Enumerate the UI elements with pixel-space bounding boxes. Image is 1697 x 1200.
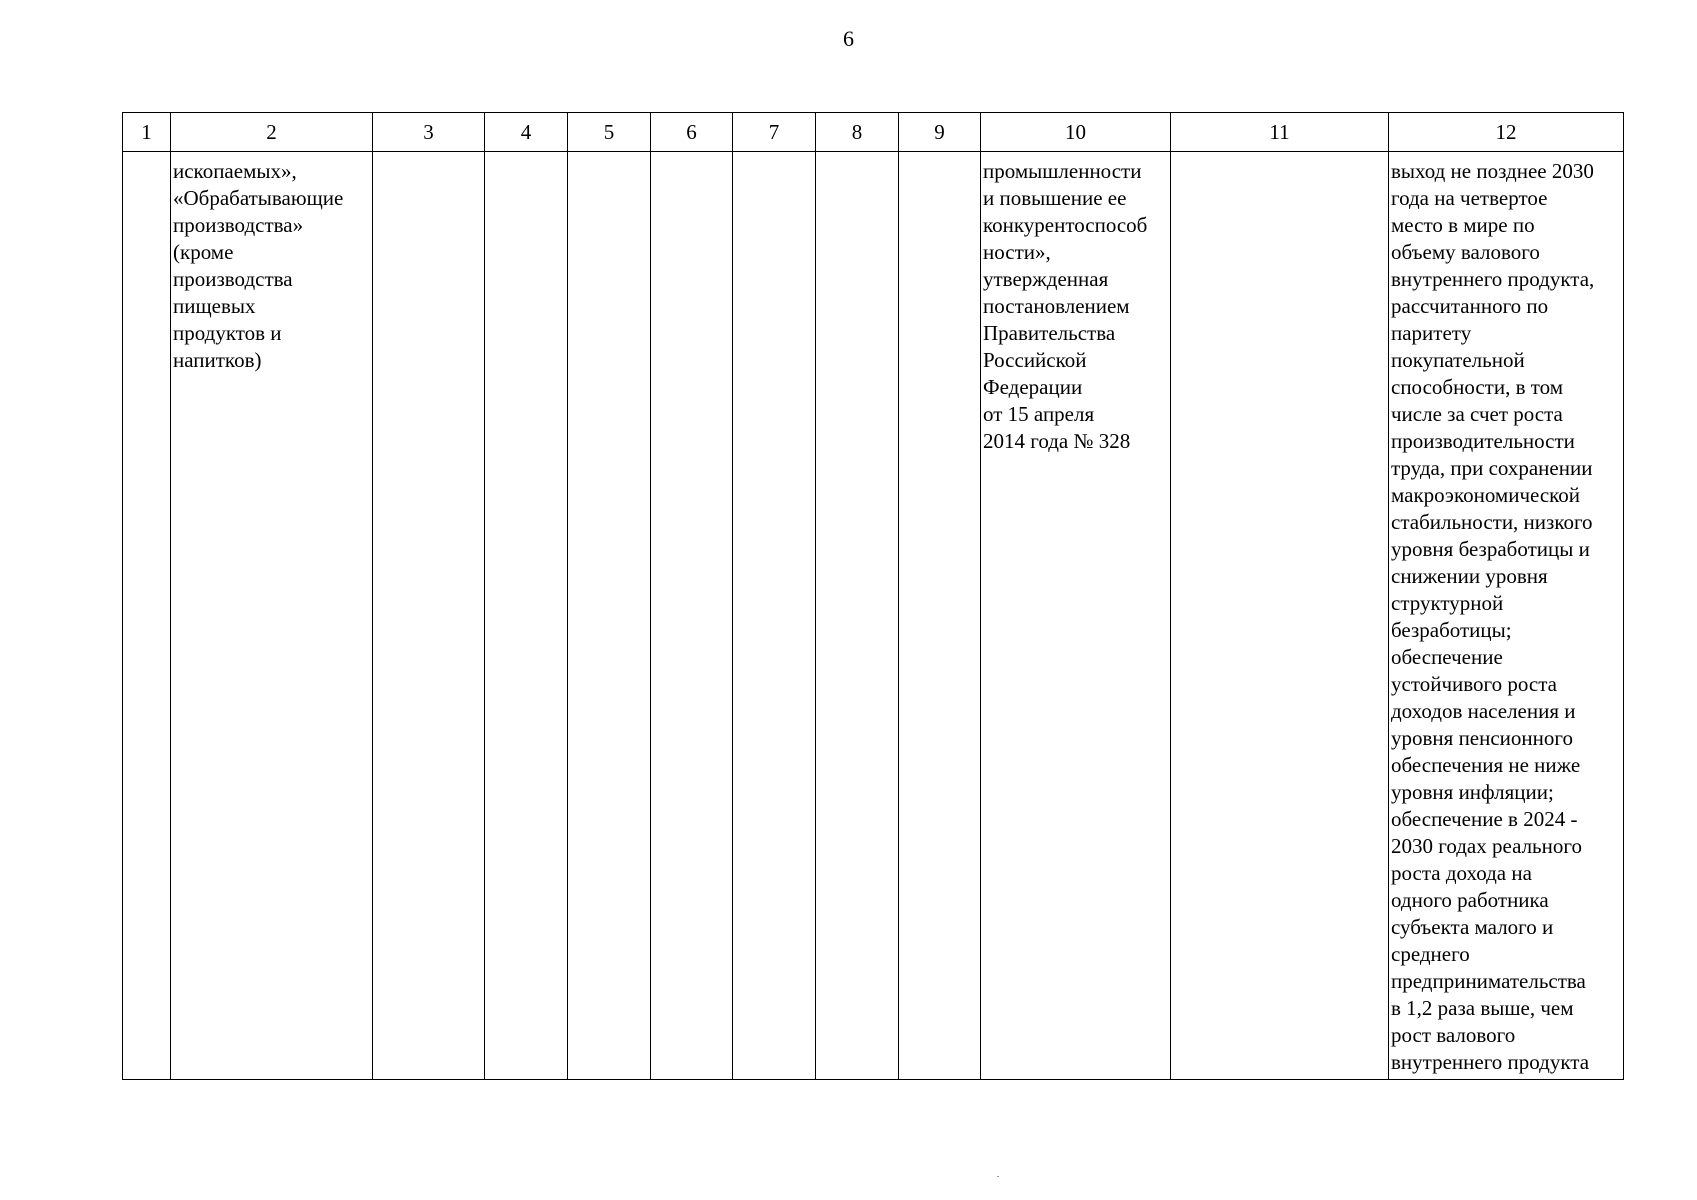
table-cell [733, 152, 816, 1080]
cell-text-col10: промышленности и повышение ее конкурентоспособ ности», утвержденная постановлением Правительства Российской Федерации от 15 апреля 2014 года № 328 [983, 159, 1148, 453]
column-header: 12 [1389, 113, 1624, 152]
table-cell [373, 152, 485, 1080]
column-header: 10 [981, 113, 1171, 152]
table-cell [899, 152, 981, 1080]
cell-text-col12: выход не позднее 2030 года на четвертое место в мире по объему валового внутреннего продукта, рассчитанного по паритету покупательной способности, в том числе за счет роста производительности труда, при сохранении макроэкономической стабильности, низкого уровня безработицы и снижении уровня структурной безработицы; обеспечение устойчивого роста доходов населения и уровня пенсионного обеспечения не ниже уровня инфляции; обеспечение в 2024 - 2030 годах реального роста дохода на одного работника субъекта малого и среднего предпринимательства в 1,2 раза выше, чем рост валового внутреннего продукта [1391, 159, 1595, 1074]
cell-text-col4 [485, 152, 567, 158]
column-header: 3 [373, 113, 485, 152]
table-cell [981, 152, 1171, 1080]
cell-text-col5 [568, 152, 650, 158]
column-header: 1 [123, 113, 171, 152]
column-header: 8 [816, 113, 899, 152]
column-header: 9 [899, 113, 981, 152]
column-header: 4 [485, 113, 568, 152]
cell-text-col1 [123, 152, 170, 158]
column-header: 6 [651, 113, 733, 152]
table-cell [816, 152, 899, 1080]
cell-text-col11 [1171, 152, 1388, 158]
data-table [122, 112, 1624, 1080]
cell-text-col8 [816, 152, 898, 158]
column-header: 2 [171, 113, 373, 152]
column-header: 5 [568, 113, 651, 152]
table-row [123, 152, 1624, 1080]
column-header: 7 [733, 113, 816, 152]
cell-text-col3 [373, 152, 484, 158]
table-cell [171, 152, 373, 1080]
table-cell [123, 152, 171, 1080]
table-cell [485, 152, 568, 1080]
table-cell [1389, 152, 1624, 1080]
table-cell [568, 152, 651, 1080]
table-cell [651, 152, 733, 1080]
table-cell [1171, 152, 1389, 1080]
cell-text-col7 [733, 152, 815, 158]
column-header: 11 [1171, 113, 1389, 152]
cell-text-col9 [899, 152, 980, 158]
scan-speck [997, 1176, 999, 1177]
cell-text-col6 [651, 152, 732, 158]
table-header-row [123, 113, 1624, 152]
page-number: 6 [843, 26, 854, 51]
cell-text-col2: ископаемых», «Обрабатывающие производства» (кроме производства пищевых продуктов и напитков) [173, 159, 344, 372]
